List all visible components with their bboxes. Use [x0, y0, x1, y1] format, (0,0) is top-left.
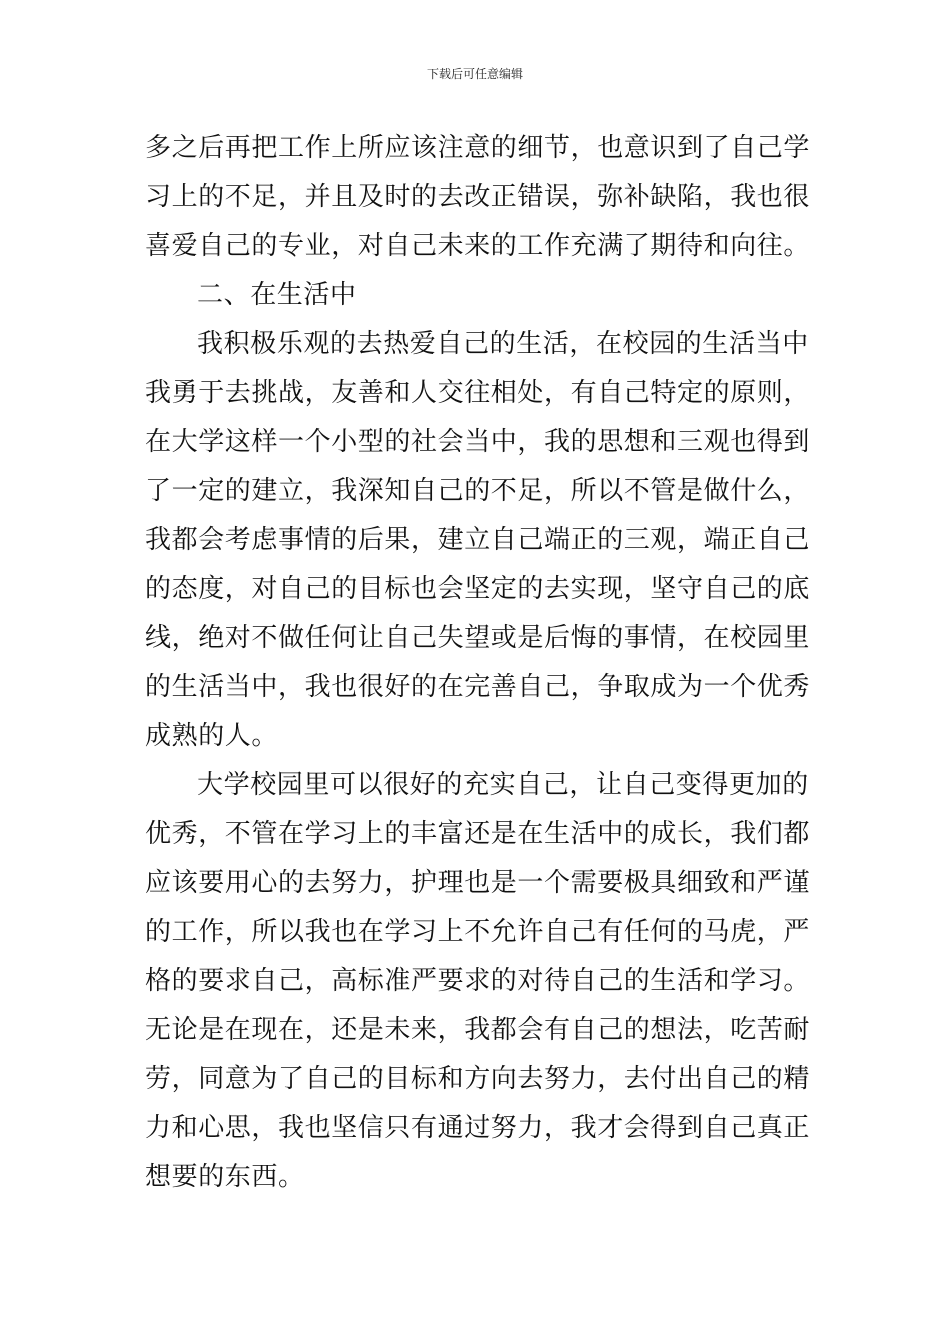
paragraph-line: 成熟的人。: [145, 721, 279, 751]
paragraph-line: 优秀，不管在学习上的丰富还是在生活中的成长，我们都: [145, 819, 811, 849]
paragraph-line: 的生活当中，我也很好的在完善自己，争取成为一个优秀: [145, 672, 811, 702]
paragraph-line: 了一定的建立，我深知自己的不足，所以不管是做什么，: [145, 476, 811, 506]
paragraph-line: 线，绝对不做任何让自己失望或是后悔的事情，在校园里: [145, 623, 811, 653]
paragraph-line: 我积极乐观的去热爱自己的生活，在校园的生活当中: [197, 329, 809, 359]
paragraph-line: 在大学这样一个小型的社会当中，我的思想和三观也得到: [145, 427, 811, 457]
paragraph-line: 喜爱自己的专业，对自己未来的工作充满了期待和向往。: [145, 231, 811, 261]
page-header: 下载后可任意编辑: [426, 67, 523, 81]
paragraph-line: 我都会考虑事情的后果，建立自己端正的三观，端正自己: [145, 525, 811, 555]
paragraph-line: 劳，同意为了自己的目标和方向去努力，去付出自己的精: [145, 1064, 811, 1094]
paragraph-line: 习上的不足，并且及时的去改正错误，弥补缺陷，我也很: [145, 182, 811, 212]
paragraph-line: 的工作，所以我也在学习上不允许自己有任何的马虎，严: [145, 917, 811, 947]
paragraph-line: 的态度，对自己的目标也会坚定的去实现，坚守自己的底: [145, 574, 811, 604]
section-heading: 二、在生活中: [197, 280, 357, 310]
body-text: [145, 124, 811, 1202]
paragraph-line: 无论是在现在，还是未来，我都会有自己的想法，吃苦耐: [145, 1015, 811, 1045]
paragraph-line: 想要的东西。: [145, 1162, 305, 1192]
paragraph-line: 大学校园里可以很好的充实自己，让自己变得更加的: [197, 770, 809, 800]
paragraph-line: 多之后再把工作上所应该注意的细节，也意识到了自己学: [145, 133, 811, 163]
paragraph-line: 应该要用心的去努力，护理也是一个需要极具细致和严谨: [145, 868, 811, 898]
paragraph-line: 力和心思，我也坚信只有通过努力，我才会得到自己真正: [145, 1113, 811, 1143]
paragraph-line: 我勇于去挑战，友善和人交往相处，有自己特定的原则，: [145, 378, 811, 408]
paragraph-line: 格的要求自己，高标准严要求的对待自己的生活和学习。: [145, 966, 811, 996]
